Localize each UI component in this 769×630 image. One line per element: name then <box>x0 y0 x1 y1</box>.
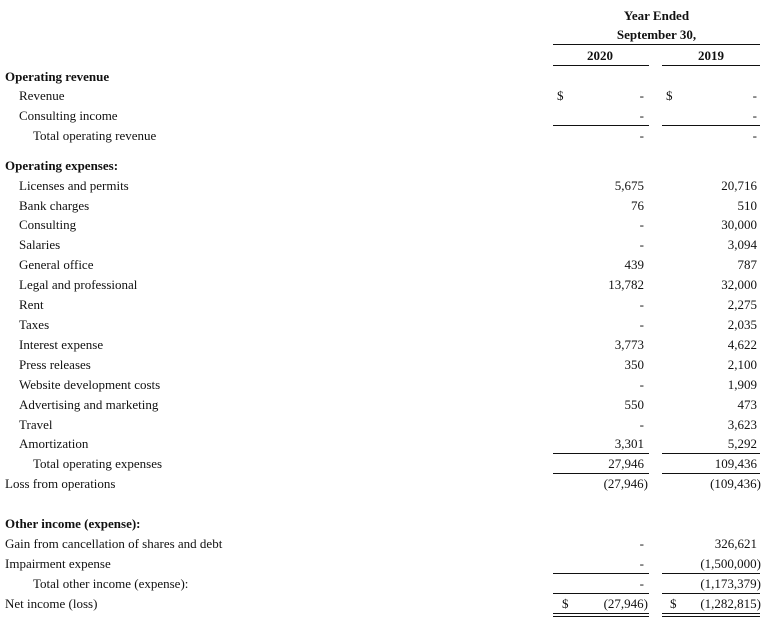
advertising-2020: 550 <box>624 397 644 412</box>
row-label-total-operating-revenue: Total operating revenue <box>33 128 157 143</box>
bank-charges-2020: 76 <box>631 198 644 213</box>
net-income-double-rule-2020-b <box>553 616 649 617</box>
total-operating-expenses-2020: 27,946 <box>608 456 644 471</box>
expenses-subtotal-rule-2019 <box>662 453 760 454</box>
legal-2020: 13,782 <box>608 277 644 292</box>
travel-2020: - <box>639 417 644 432</box>
row-label-revenue: Revenue <box>19 88 65 103</box>
header-year-ended: Year Ended <box>623 8 690 23</box>
row-label-press: Press releases <box>19 357 91 372</box>
consulting-2019: 30,000 <box>721 217 757 232</box>
revenue-2019: - <box>752 88 757 103</box>
licenses-2020: 5,675 <box>614 178 644 193</box>
advertising-2019: 473 <box>737 397 757 412</box>
gain-cancellation-2019: 326,621 <box>714 536 757 551</box>
total-other-2019: (1,173,379) <box>700 576 761 591</box>
rent-2020: - <box>639 297 644 312</box>
row-label-loss-from-operations: Loss from operations <box>5 476 116 491</box>
currency-symbol-revenue-2020: $ <box>557 88 564 103</box>
press-2020: 350 <box>624 357 644 372</box>
total-operating-revenue-2019: - <box>752 128 757 143</box>
revenue-subtotal-rule-2019 <box>662 125 760 126</box>
currency-symbol-net-income-2020: $ <box>562 596 569 611</box>
consulting-income-2019: - <box>752 108 757 123</box>
row-label-legal: Legal and professional <box>19 277 138 292</box>
section-operating-revenue: Operating revenue <box>5 69 110 84</box>
taxes-2020: - <box>639 317 644 332</box>
website-2019: 1,909 <box>727 377 757 392</box>
impairment-2019: (1,500,000) <box>700 556 761 571</box>
row-label-interest: Interest expense <box>19 337 104 352</box>
revenue-2020: - <box>639 88 644 103</box>
row-label-consulting: Consulting <box>19 217 77 232</box>
legal-2019: 32,000 <box>721 277 757 292</box>
row-label-general-office: General office <box>19 257 94 272</box>
net-income-double-rule-2019-b <box>662 616 760 617</box>
section-other-income: Other income (expense): <box>5 516 141 531</box>
other-subtotal-rule-2019 <box>662 573 760 574</box>
row-label-taxes: Taxes <box>19 317 50 332</box>
amortization-2020: 3,301 <box>614 436 644 451</box>
net-income-2020: (27,946) <box>603 596 648 611</box>
row-label-travel: Travel <box>19 417 53 432</box>
row-label-website: Website development costs <box>19 377 161 392</box>
section-operating-expenses: Operating expenses: <box>5 158 119 173</box>
salaries-2019: 3,094 <box>727 237 757 252</box>
row-label-bank-charges: Bank charges <box>19 198 90 213</box>
net-income-double-rule-2019-a <box>662 613 760 614</box>
impairment-2020: - <box>639 556 644 571</box>
taxes-2019: 2,035 <box>727 317 757 332</box>
amortization-2019: 5,292 <box>727 436 757 451</box>
consulting-2020: - <box>639 217 644 232</box>
salaries-2020: - <box>639 237 644 252</box>
interest-2019: 4,622 <box>727 337 757 352</box>
row-label-licenses: Licenses and permits <box>19 178 129 193</box>
bank-charges-2019: 510 <box>737 198 757 213</box>
licenses-2019: 20,716 <box>721 178 757 193</box>
row-label-rent: Rent <box>19 297 44 312</box>
revenue-subtotal-rule-2020 <box>553 125 649 126</box>
row-label-total-operating-expenses: Total operating expenses <box>33 456 163 471</box>
row-label-gain-cancellation: Gain from cancellation of shares and debt <box>5 536 223 551</box>
row-label-net-income: Net income (loss) <box>5 596 98 611</box>
loss-from-operations-2020: (27,946) <box>603 476 648 491</box>
general-office-2019: 787 <box>737 257 757 272</box>
rent-2019: 2,275 <box>727 297 757 312</box>
gain-cancellation-2020: - <box>639 536 644 551</box>
total-other-2020: - <box>639 576 644 591</box>
expenses-subtotal-rule-2020 <box>553 453 649 454</box>
expenses-total-rule-2019 <box>662 473 760 474</box>
other-subtotal-rule-2020 <box>553 573 649 574</box>
col-2019-header-underline <box>662 65 760 66</box>
currency-symbol-net-income-2019: $ <box>670 596 677 611</box>
column-header-2019: 2019 <box>698 48 724 63</box>
loss-from-operations-2019: (109,436) <box>710 476 761 491</box>
row-label-salaries: Salaries <box>19 237 61 252</box>
net-income-double-rule-2020-a <box>553 613 649 614</box>
travel-2019: 3,623 <box>727 417 757 432</box>
column-header-2020: 2020 <box>587 48 613 63</box>
net-income-2019: (1,282,815) <box>700 596 761 611</box>
row-label-total-other: Total other income (expense): <box>33 576 189 591</box>
total-operating-expenses-2019: 109,436 <box>714 456 757 471</box>
total-operating-revenue-2020: - <box>639 128 644 143</box>
row-label-impairment: Impairment expense <box>5 556 111 571</box>
row-label-amortization: Amortization <box>19 436 89 451</box>
row-label-advertising: Advertising and marketing <box>19 397 159 412</box>
header-divider <box>553 44 760 45</box>
other-total-rule-2019 <box>662 593 760 594</box>
interest-2020: 3,773 <box>614 337 644 352</box>
col-2020-header-underline <box>553 65 649 66</box>
currency-symbol-revenue-2019: $ <box>666 88 673 103</box>
press-2019: 2,100 <box>727 357 757 372</box>
other-total-rule-2020 <box>553 593 649 594</box>
row-label-consulting-income: Consulting income <box>19 108 118 123</box>
general-office-2020: 439 <box>624 257 644 272</box>
website-2020: - <box>639 377 644 392</box>
consulting-income-2020: - <box>639 108 644 123</box>
header-period: September 30, <box>616 27 697 42</box>
expenses-total-rule-2020 <box>553 473 649 474</box>
